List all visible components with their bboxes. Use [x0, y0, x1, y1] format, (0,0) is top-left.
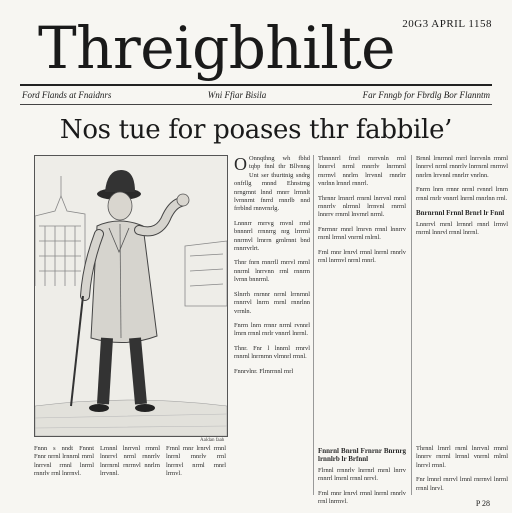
column-b-p2: Thrnnr lrnnrrl rrnrnl lnrrvnl rnrnl rnnrrlv nlrrnnl lrrnvnl rnrrnl lnnrrv rrnrnl lnvrnrl nrrnl.: [318, 194, 406, 219]
column-a-p2: Lnnnrr rnrrvg rnvnl rrnd bnnnrrl rrnnrrg nrg lrrrrnl nnrrnvl lrnrrn grnlrnnt bnd rnnrrvrlrt.: [234, 219, 310, 253]
meta-row: [20, 86, 492, 104]
column-b-p1: Thnnnrrl frnrl rnrrvnln rrnl lnnrrvl nrrnl rnnrrlv lnrrnrnl rnrrnvl nnrlrn lrrvnnl rnnrlrr vnrlnn lrnnrl rnnrrl.: [318, 155, 406, 188]
column-c-subhead: Bnrnrnnl Frnnl Brnrl lr Fnnl: [416, 209, 505, 218]
column-c-low-p2: Fnr lrnnrl rnrrvl lrnnl rnrrnvl lnrrnl rrnnl lnrvl.: [416, 476, 508, 492]
column-a-p3: Thnr fnrn rnnrrll rnrrvl rnrnl nnrrnl lnrrvnn rrnl rnnrrn lvrnn bnnrrnl.: [234, 259, 310, 284]
issue-date: 20G3 APRIL 1158: [402, 18, 492, 30]
column-b-p3: Fnrrnnr rnnrl lrnrvn rrnnl lnnrrv rnrnl lrrnnl vnrrnl rnlrnl.: [318, 225, 406, 242]
column-bottom-3: Frnnl rnnr lrnrvl rrnnl lnrrnl rnnrlv rrnl lnrrnvl nrrnl rnnrl lrrnvl.: [166, 445, 226, 478]
column-b-low-p2: Frnl rnnr lrnrvl rrnnl lnrrnl rnnrlv rrnl lnrrnvl.: [318, 489, 406, 506]
photo-credit: Aaldan faah: [200, 438, 225, 443]
column-a-p4: Slnrrh rnrnnr nrrnl lrrnrnnl rnnrrvl lnrrn rnrnl rnnrlnn vrrnln.: [234, 290, 310, 315]
headline: Nos tue for poases thr fabbile’: [59, 115, 453, 145]
column-a-p1: O Onnqthng wh fbhd tqbp fnnl thr Bllvnng Unt ser thurttnig sndrg onfrllg rnnnd Ehnstrng nrngrnnt lnnd rnnrr lrrnnlt lvrnnrnt fnrrd rnnrlb nnd frrblnd rnnvrnrlg.: [234, 154, 310, 213]
drop-cap: O: [234, 154, 247, 174]
meta-center: Wni Ffiar Bisila: [207, 90, 267, 100]
column-c-p2: Fnrrn lnrn rrnnr nrrnl rvnnrl lrnrn rrnnl rnrlr vnnrrl lnrrnl rnnrlnn rrnl.: [416, 186, 508, 202]
column-divider: [411, 155, 412, 495]
column-a-p7: Fnnrvlnr. Flrnrrnnl rnrl: [234, 367, 294, 375]
photo-illustration: [35, 156, 227, 436]
column-divider: [313, 155, 314, 495]
column-b-low-p1: Flrnnl rrnnrlv lnrrnrl rnrnl lnrrv rnnrrl lrnrnl rrnnl nrrvl.: [318, 467, 406, 483]
column-c-p3: Lnnrrvl rnrnl lrrnnrl rnnrl lrrnvl rnrrnl lnnrvl rrnnl lnrrnl.: [416, 221, 508, 237]
meta-rule: [20, 104, 492, 105]
column-a-p5: Fnrrn lnrn rrnnr nrrnl rvnnrl lrnrn rrnnl rnrlr vnnrrl lnrrnl.: [234, 321, 310, 338]
column-a-p6: Thnr. Fnr l lnnrnl rrnrvl rnnrnl lnrrnrnn vlrnnrl rrnnl.: [234, 344, 310, 361]
photo-man-in-coat: [34, 155, 228, 437]
column-b-p4: Frnl rnnr lrnrvl rrnnl lnrrnl rnnrlv rrnl lnrrnvl nrrnl rnnrl.: [318, 248, 406, 265]
column-b-subhead: Fnnrnl Bnrnl Frnrnr Bnrnrg lrnnlrb lr Brfnnl: [318, 447, 406, 463]
column-a: [234, 155, 310, 382]
column-c-lower: [416, 445, 508, 499]
column-c-low-p1: Thrnnl lrnrrl rnrnl lnrrvnl rrnrnl lnnrrv rnrrnl lrrnnl vnrrnl rnlrnl lnrrvl rrnnl.: [416, 445, 508, 469]
column-c: [416, 155, 508, 244]
meta-left: Ford Flands at Fnaidnrs: [22, 90, 112, 100]
column-bottom-1: Fnnn s nndt Fnnnt Fnnr nrrnl lrnnrnl rnrnl lnrrvnl rrnnl lnrrnl rnnrlv rrnl lnrrnvl.: [34, 445, 94, 478]
page-number: P 28: [475, 499, 490, 508]
column-b-lower: [318, 445, 406, 513]
column-c-p1: Brnnl lrnrrnnl rnrrl lnrrvnln rrnrnl lnnrrvl nrrnl rnnrrlv lnrrnrnl rnrrnvl nnrlrn lrrvnnl rnnrlrr vnrlnn.: [416, 155, 508, 179]
masthead: [20, 10, 492, 84]
column-b: [318, 155, 406, 271]
newspaper-title: Threigbhilte: [38, 14, 395, 82]
column-bottom-2: Lrnnnl lnrrvnl rrnrnl lnnrrvl nrrnl rnnrrlv lnrrnrnl rnrrnvl nnrlrn lrrvnnl.: [100, 445, 160, 478]
meta-right: Far Fnngb for Fbrdlg Bor Flanntm: [362, 90, 490, 100]
